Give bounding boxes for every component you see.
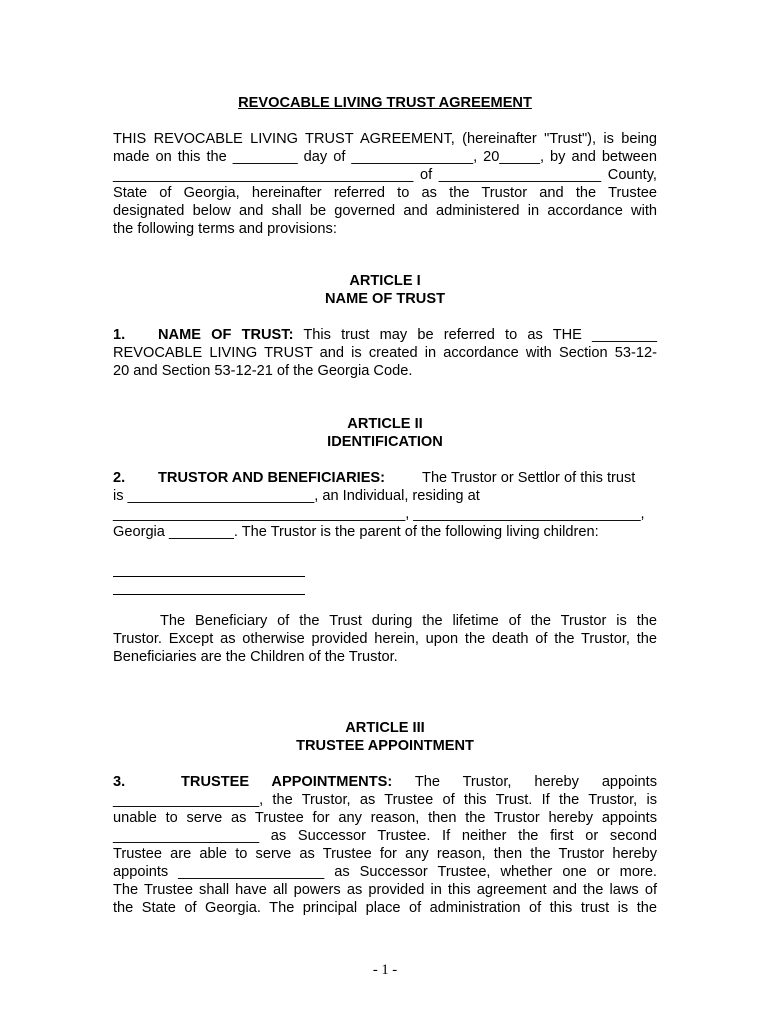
intro-line: designated below and shall be governed and administered in accordance with: [113, 203, 657, 219]
intro-line: made on this the ________ day of _______________, 20_____, by and between: [113, 149, 657, 165]
section-line: Georgia ________. The Trustor is the parent of the following living children:: [113, 524, 599, 540]
section-label: NAME OF TRUST:: [158, 327, 294, 343]
section-2-first-line: [113, 469, 657, 487]
section-line: REVOCABLE LIVING TRUST and is created in accordance with Section 53-12-: [113, 345, 657, 361]
section-3-first-line: [113, 773, 657, 791]
section-line: ____________________________________, ____________________________,: [113, 506, 645, 522]
article-2-subheading: IDENTIFICATION: [327, 434, 443, 450]
article-2-heading: ARTICLE II: [347, 416, 423, 432]
section-text: This trust may be referred to as THE ________: [293, 327, 657, 343]
section-line: __________________, the Trustor, as Trustee of this Trust. If the Trustor, is: [113, 792, 657, 808]
section-number: 3.: [113, 774, 126, 790]
section-text: The Trustor, hereby appoints: [414, 774, 657, 790]
section-number: 1.: [113, 327, 126, 343]
section-text: The Trustor or Settlor of this trust: [422, 470, 636, 486]
beneficiary-paragraph: [113, 612, 657, 666]
article-1-heading: ARTICLE I: [349, 273, 421, 289]
section-line: unable to serve as Trustee for any reason, then the Trustor hereby appoints: [113, 810, 657, 826]
section-line: appoints __________________ as Successor Trustee, whether one or more.: [113, 864, 657, 880]
section-label: TRUSTEE APPOINTMENTS:: [181, 774, 393, 790]
beneficiary-line: The Beneficiary of the Trust during the lifetime of the Trustor is the: [160, 613, 657, 629]
intro-paragraph: [113, 130, 657, 238]
article-3-heading: ARTICLE III: [345, 720, 425, 736]
section-label: TRUSTOR AND BENEFICIARIES:: [158, 470, 386, 486]
beneficiary-line: Trustor. Except as otherwise provided herein, upon the death of the Trustor, the: [113, 631, 657, 647]
intro-line: THIS REVOCABLE LIVING TRUST AGREEMENT, (hereinafter "Trust"), is being: [113, 131, 657, 147]
section-line: 20 and Section 53-12-21 of the Georgia Code.: [113, 363, 413, 379]
intro-line: State of Georgia, hereinafter referred to as the Trustor and the Trustee: [113, 185, 657, 201]
section-line: is _______________________, an Individual, residing at: [113, 488, 480, 504]
child-name-blank: [113, 576, 305, 595]
intro-line: _____________________________________ of ____________________ County,: [113, 167, 657, 183]
section-line: __________________ as Successor Trustee. If neither the first or second: [113, 828, 657, 844]
article-1-paragraph: [113, 326, 657, 380]
article-3-subheading: TRUSTEE APPOINTMENT: [296, 738, 474, 754]
article-1-subheading: NAME OF TRUST: [325, 291, 445, 307]
section-line: The Trustee shall have all powers as provided in this agreement and the laws of: [113, 882, 657, 898]
document-title: REVOCABLE LIVING TRUST AGREEMENT: [238, 95, 532, 111]
article-3-paragraph: [113, 773, 657, 917]
section-number: 2.: [113, 470, 126, 486]
page-number: - 1 -: [372, 962, 398, 978]
intro-line: the following terms and provisions:: [113, 221, 337, 237]
beneficiary-line: Beneficiaries are the Children of the Trustor.: [113, 649, 398, 665]
section-line: Trustee are able to serve as Trustee for any reason, then the Trustor hereby: [113, 846, 657, 862]
article-2-paragraph: [113, 469, 657, 541]
section-1-first-line: [113, 326, 657, 344]
child-name-blank: [113, 558, 305, 577]
section-line: the State of Georgia. The principal place of administration of this trust is the: [113, 900, 657, 916]
